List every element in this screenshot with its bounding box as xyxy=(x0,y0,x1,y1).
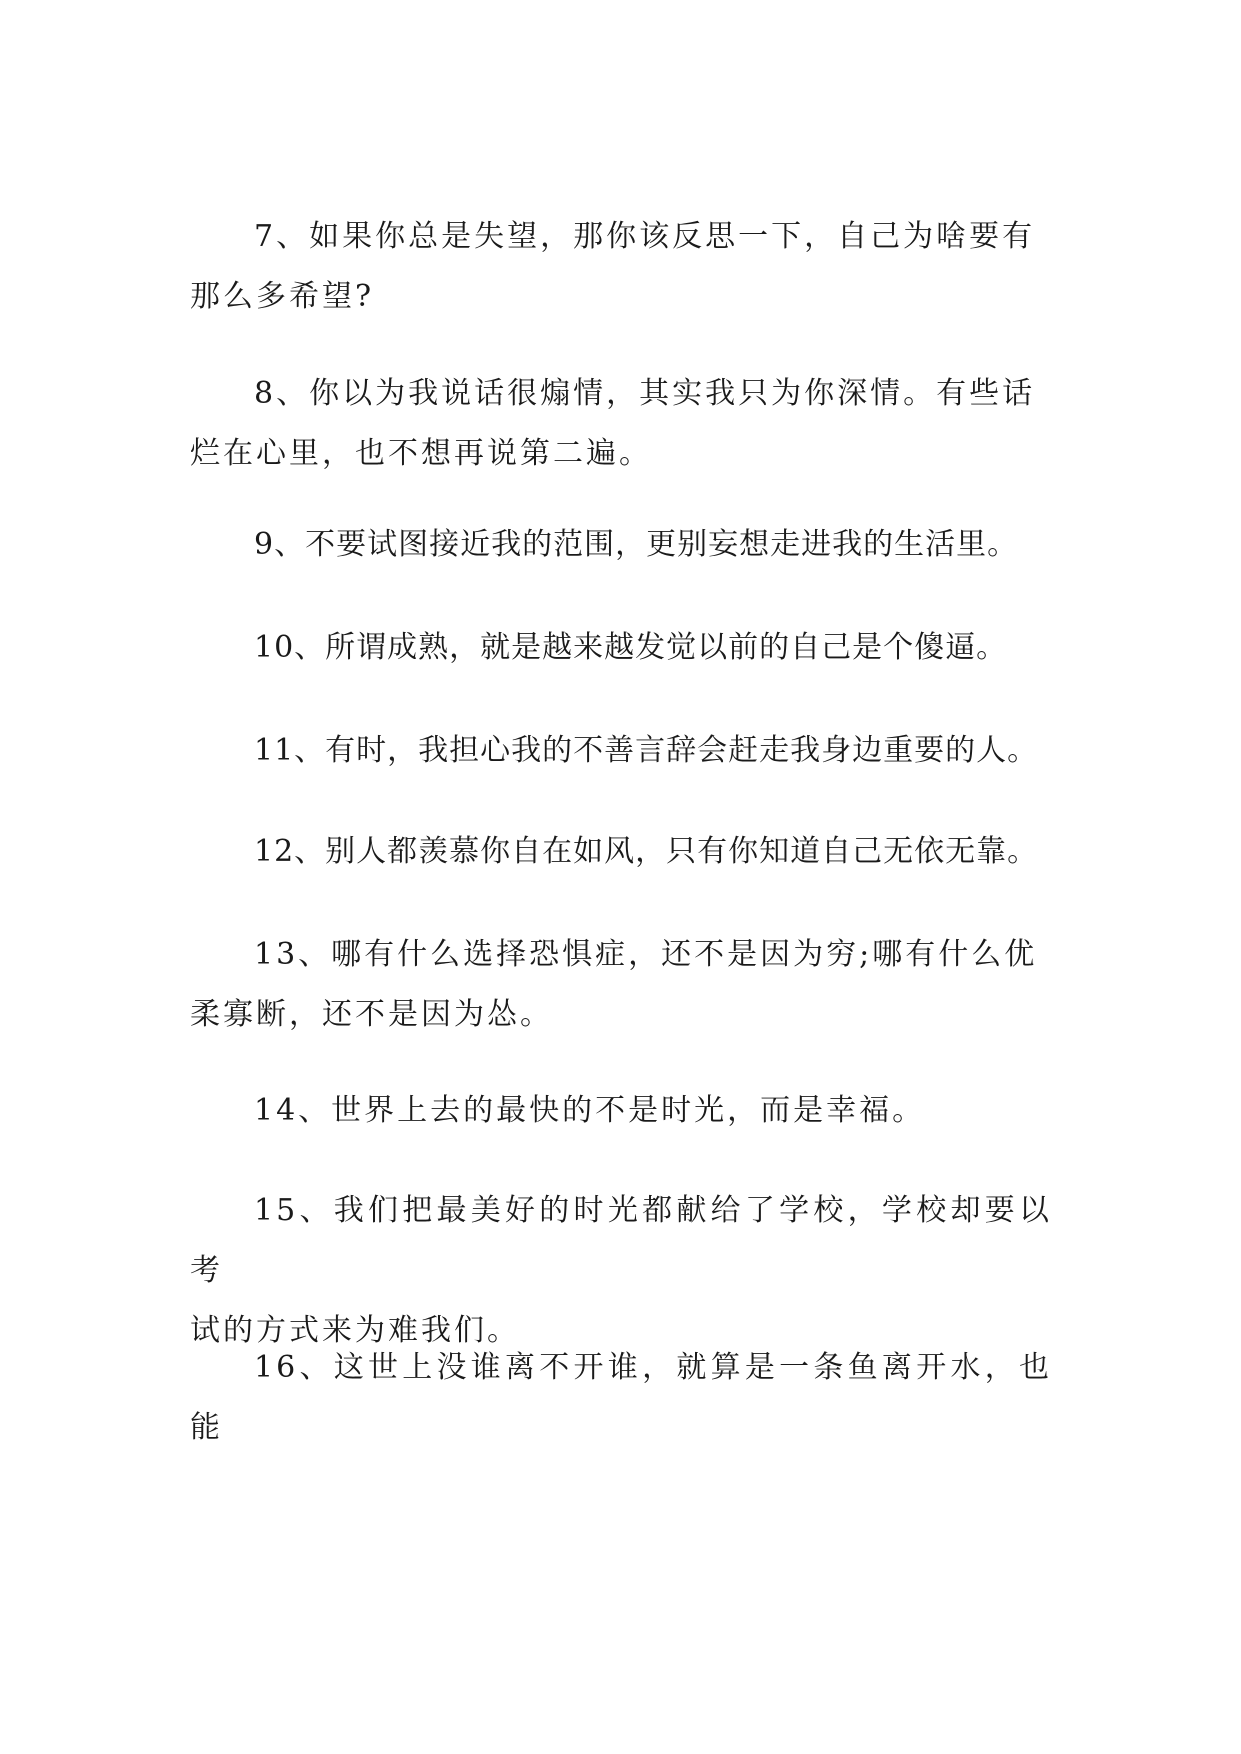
paragraph-10 xyxy=(190,618,1052,678)
paragraph-line: 11、有时，我担心我的不善言辞会赶走我身边重要的人。 xyxy=(254,733,1039,768)
paragraph-14 xyxy=(190,1081,1052,1141)
paragraph-line: 9、不要试图接近我的范围，更别妄想走进我的生活里。 xyxy=(254,527,1019,562)
paragraph-line: 那么多希望? xyxy=(190,279,375,314)
paragraph-line: 烂在心里，也不想再说第二遍。 xyxy=(190,436,652,471)
paragraph-8 xyxy=(190,364,1052,484)
paragraph-line: 14、世界上去的最快的不是时光，而是幸福。 xyxy=(254,1093,926,1128)
paragraph-11 xyxy=(190,721,1052,781)
paragraph-16 xyxy=(190,1338,1052,1458)
paragraph-line: 16、这世上没谁离不开谁，就算是一条鱼离开水，也能 xyxy=(190,1350,1052,1445)
paragraph-9 xyxy=(190,515,1052,575)
paragraph-line: 7、如果你总是失望，那你该反思一下，自己为啥要有 xyxy=(254,219,1036,254)
paragraph-7 xyxy=(190,207,1052,327)
paragraph-line: 12、别人都羡慕你自在如风，只有你知道自己无依无靠。 xyxy=(254,834,1039,869)
paragraph-15 xyxy=(190,1181,1052,1361)
paragraph-line: 柔寡断，还不是因为怂。 xyxy=(190,997,553,1032)
paragraph-12 xyxy=(190,822,1052,882)
paragraph-line: 15、我们把最美好的时光都献给了学校，学校却要以考 xyxy=(190,1193,1052,1288)
paragraph-line: 8、你以为我说话很煽情，其实我只为你深情。有些话 xyxy=(254,376,1036,411)
paragraph-line: 试的方式来为难我们。 xyxy=(190,1313,520,1348)
paragraph-line: 10、所谓成熟，就是越来越发觉以前的自己是个傻逼。 xyxy=(254,630,1008,665)
paragraph-13 xyxy=(190,925,1052,1045)
paragraph-line: 13、哪有什么选择恐惧症，还不是因为穷;哪有什么优 xyxy=(254,937,1038,972)
